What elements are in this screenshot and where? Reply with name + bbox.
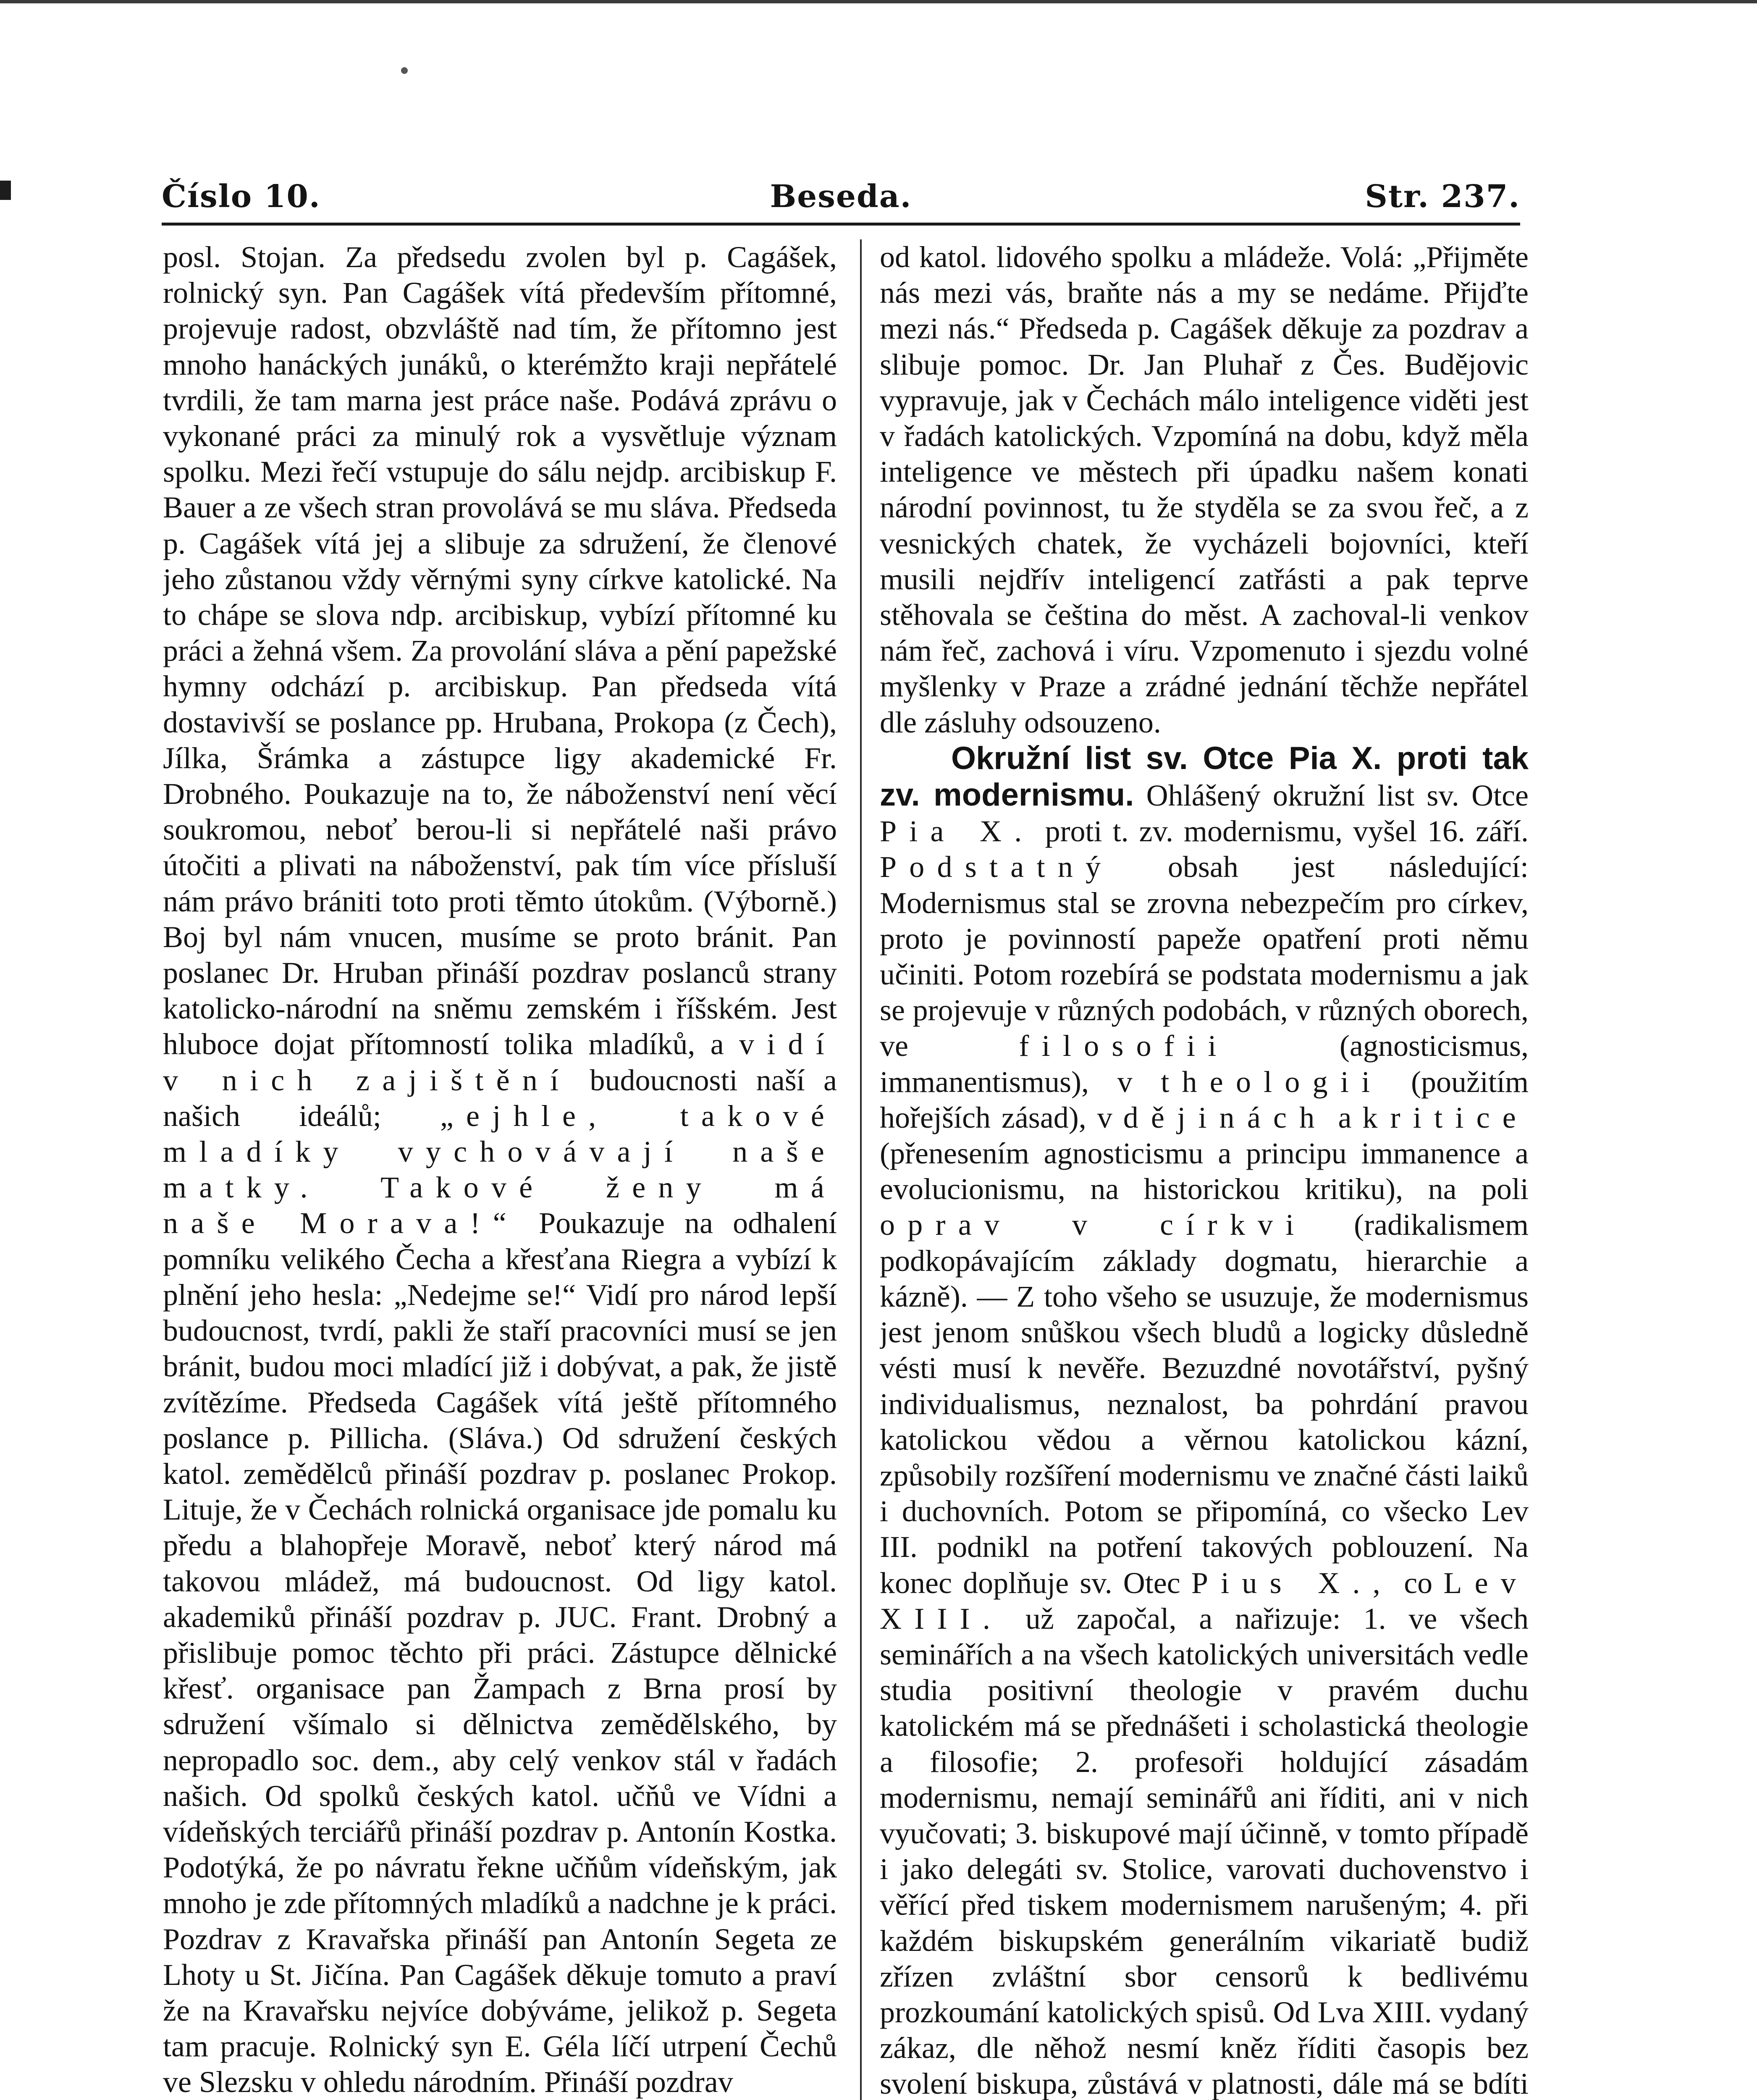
text-run: co — [1404, 1566, 1433, 1600]
scan-speck — [401, 67, 408, 74]
spaced-emphasis: dějinách — [1123, 1100, 1327, 1134]
text-run: posl. Stojan. Za předsedu zvolen byl p. Cagášek, rolnický syn. Pan Cagášek vítá především přítomné, projevuje radost, obzvláště nad tím, že přítomno jest mnoho hanáckých junáků, o kterémžto kraji nepřátelé tvrdili, že tam marna jest práce naše. Podává zprávu o vykonané práci za minulý rok a vysvětluje význam spolku. Mezi řečí vstupuje do sálu nejdp. arcibiskup F. Bauer a ze všech stran provolává se mu sláva. Předseda p. Cagášek vítá jej a slibuje za sdružení, že členové jeho zůstanou vždy věrnými syny církve katolické. Na to chápe se slova ndp. arcibiskup, vybízí přítomné ku práci a žehná všem. Za provolání sláva a pění papežské hymny odchází p. arcibiskup. Pan předseda vítá dostavivší se poslance pp. Hrubana, Prokopa (z Čech), Jílka, Šrámka a zástupce ligy akademické Fr. Drobného. Poukazuje na to, že náboženství není věcí soukromou, neboť berou-li si nepřátelé naši právo útočiti a plivati na náboženství, pak tím více přísluší nám právo brániti toto proti těmto útokům. (Výborně.) Boj byl nám vnucen, musíme se proto bránit. Pan poslanec Dr. Hruban přináší pozdrav poslanců strany katolicko-národní na sněmu zemském i říšském. Jest hluboce dojat přítomností tolika mladíků, a — [163, 240, 837, 1061]
right-column — [880, 239, 1529, 2100]
text-run: (agnosticismus, immanentismus), v — [880, 1029, 1529, 1099]
header-rule — [162, 223, 1520, 226]
spaced-emphasis: vidí v nich zajištění — [163, 1027, 837, 1097]
article-paragraph: od katol. lidového spolku a mládeže. Volá: „Přijměte nás mezi vás, braňte nás a my se nedáme. Přijďte mezi nás.“ Předseda p. Cagášek děkuje za pozdrav a slibuje pomoc. Dr. Jan Pluhař z Čes. Budějovic vypravuje, jak v Čechách málo inteligence viděti jest v řadách katolických. Vzpomíná na dobu, když měla inteligence ve městech při úpadku našem konati národní povinnost, tu že styděla se za svou řeč, a z vesnických chatek, že vycházeli bojovníci, kteří musili nejdřív inteligencí zatřásti a pak teprve stěhovala se čeština do měst. A zachoval-li venkov nám řeč, zachová i víru. Vzpomenuto i sjezdu volné myšlenky v Praze a zrádné jednání těchže nepřátel dle zásluhy odsouzeno. — [880, 240, 1529, 739]
page-header — [162, 178, 1520, 216]
text-run: (použitím hořejších zásad), v — [880, 1065, 1529, 1134]
text-run: Ohlášený okružní list sv. Otce — [1146, 779, 1529, 813]
scan-margin-mark — [0, 181, 11, 200]
spaced-emphasis: theologii — [1161, 1065, 1383, 1099]
text-run: obsah jest následující: Modernismus stal se zrovna nebezpečím pro církev, proto je povinností papeže opatření proti němu učiniti. Potom rozebírá se podstata modernismu a jak se projevuje v různých podobách, v různých oborech, ve — [880, 850, 1529, 1063]
column-divider — [860, 239, 862, 2100]
left-column — [163, 239, 837, 2100]
spaced-emphasis: filosofii — [1019, 1029, 1229, 1063]
text-run: Poukazuje na odhalení pomníku velikého Čecha a křesťana Riegra a vybízí k plnění jeho hesla: „Nedejme se!“ Vidí pro národ lepší budoucnost, tvrdí, pakli že staří pracovníci musí se jen bránit, budou moci mladící již i dobývat, a pak, že jistě zvítězíme. Předseda Cagášek vítá ještě přítomného poslance p. Pillicha. (Sláva.) Od sdružení českých katol. zemědělců přináší pozdrav p. poslanec Prokop. Lituje, že v Čechách rolnická organisace jde pomalu ku předu a blahopřeje Moravě, neboť který národ má takovou mládež, má budoucnost. Od ligy katol. akademiků přináší pozdrav p. JUC. Frant. Drobný a přislibuje pomoc těchto při práci. Zástupce dělnické křesť. organisace pan Žampach z Brna prosí by sdružení všímalo si dělnictva zemědělského, by nepropadlo soc. dem., aby celý venkov stál v řadách našich. Od spolků českých katol. učňů ve Vídni a vídeňských terciářů přináší pozdrav p. Antonín Kostka. Podotýká, že po návratu řekne učňům vídeňským, jak mnoho je zde přítomných mladíků a nadchne je k práci. Pozdrav z Kravařska přináší pan Antonín Segeta ze Lhoty u St. Jičína. Pan Cagášek děkuje tomuto a praví že na Kravařsku nejvíce dobýváme, jelikož p. Segeta tam pracuje. Rolnický syn E. Géla líčí utrpení Čechů ve Slezsku v ohledu národním. Přináší pozdrav — [163, 1206, 837, 2099]
spaced-emphasis: Pia X. — [880, 814, 1035, 848]
spaced-emphasis: Podstatný — [880, 850, 1114, 884]
issue-number: Číslo 10. — [162, 178, 321, 215]
text-run: proti t. zv. modernismu, vyšel 16. září. — [1045, 814, 1529, 848]
spaced-emphasis: „ejhle, takové mladíky vychovávají naše matky. Takové ženy má naše Morava!“ — [163, 1099, 837, 1240]
text-run: (přenesením agnosticismu a principu immanence a evolucionismu, na historickou kritiku), na poli — [880, 1137, 1529, 1206]
spaced-emphasis: Lev XIII. — [880, 1566, 1529, 1635]
spaced-emphasis: Pius X., — [1191, 1566, 1393, 1600]
spaced-emphasis: oprav v církvi — [880, 1208, 1307, 1242]
spaced-emphasis: kritice — [1362, 1100, 1529, 1134]
periodical-title: Beseda. — [770, 178, 912, 215]
page-number: Str. 237. — [1365, 178, 1520, 215]
text-run: a — [1338, 1100, 1352, 1134]
scan-edge — [0, 0, 1757, 3]
section-headline: Okružní list sv. Otce Pia X. proti tak zv. modernismu. — [880, 740, 1529, 813]
text-run: budoucnosti naší a našich ideálů; — [163, 1063, 837, 1133]
article-paragraph — [880, 740, 1529, 2100]
text-run: (radikalismem podkopávajícím základy dogmatu, hierarchie a kázně). — Z toho všeho se usuzuje, že modernismus jest jenom snůškou všech bludů a logicky důsledně vésti musí k nevěře. Bezuzdné novotářství, pyšný individualismus, neznalost, ba pohrdání pravou katolickou vědou a věrnou katolickou kázní, způsobily rozšíření modernismu ve značné části laiků i duchovních. Potom se připomíná, co všecko Lev III. podnikl na potření takových poblouzení. Na konec doplňuje sv. Otec — [880, 1208, 1529, 1600]
article-paragraph — [163, 239, 837, 2100]
text-run: už započal, a nařizuje: 1. ve všech seminářích a na všech katolických universitách vedle studia positivní theologie v pravém duchu katolickém má se přednášeti i scholastická theologie a filosofie; 2. profesoři holdující zásadám modernismu, nemají seminářů ani říditi, ani v nich vyučovati; 3. biskupové mají účinně, v tomto případě i jako delegáti sv. Stolice, varovati duchovenstvo i věřící před tiskem modernismem narušeným; 4. při každém biskupském generálním vikariatě budiž zřízen zvláštní sbor censorů k bedlivému prozkoumání katolických spisů. Od Lva XIII. vydaný zákaz, dle něhož nesmí kněz říditi časopis bez svolení biskupa, zůstává v platnosti, dále má se bdíti — [880, 1601, 1529, 2100]
